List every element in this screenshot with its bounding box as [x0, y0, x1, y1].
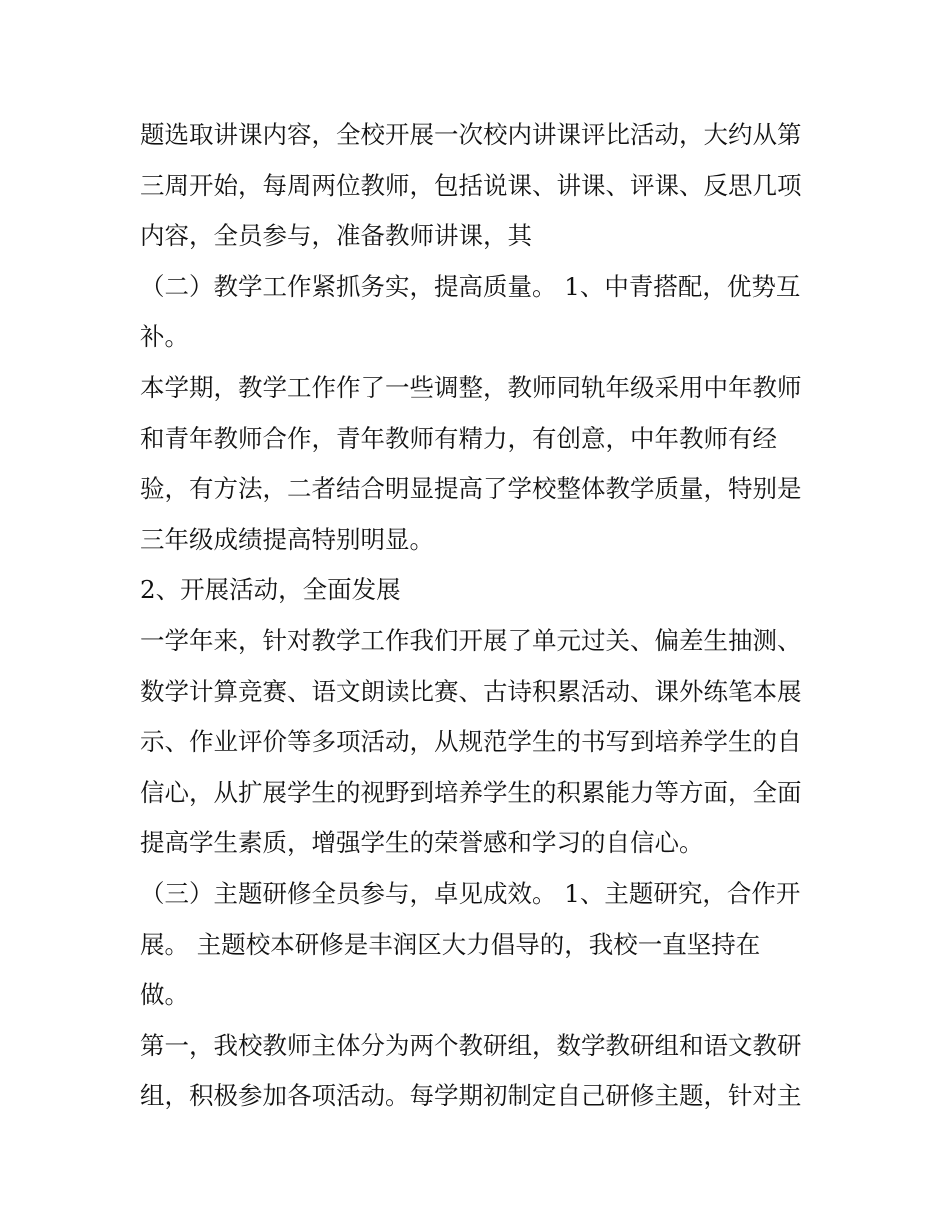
- text-line: 提高学生素质，增强学生的荣誉感和学习的自信心。: [140, 828, 704, 858]
- text-line: 示、作业评价等多项活动，从规范学生的书写到培养学生的自: [140, 727, 802, 757]
- text-line: 一学年来，针对教学工作我们开展了单元过关、偏差生抽测、: [140, 625, 802, 655]
- text-line: 展。 主题校本研修是丰润区大力倡导的，我校一直坚持在: [140, 929, 761, 959]
- text-line: 组，积极参加各项活动。每学期初制定自己研修主题，针对主: [140, 1081, 802, 1111]
- text-line: 题选取讲课内容，全校开展一次校内讲课评比活动，大约从第: [140, 120, 802, 149]
- text-line: 内容，全员参与，准备教师讲课，其: [140, 221, 532, 251]
- text-line: 本学期，教学工作作了一些调整，教师同轨年级采用中年教师: [140, 372, 802, 402]
- section-heading-line: （三）主题研修全员参与，卓见成效。 1、主题研究，合作开: [140, 878, 801, 908]
- subheading-line: 2、开展活动，全面发展: [140, 575, 401, 605]
- text-line: 和青年教师合作，青年教师有精力，有创意，中年教师有经: [140, 423, 777, 453]
- text-line: 验，有方法，二者结合明显提高了学校整体教学质量，特别是: [140, 474, 802, 504]
- document-body: [140, 110, 820, 1122]
- text-line: 做。: [140, 980, 189, 1010]
- text-line: 三年级成绩提高特别明显。: [140, 524, 434, 554]
- text-line: 第一，我校教师主体分为两个教研组，数学教研组和语文教研: [140, 1030, 802, 1060]
- text-line: 补。: [140, 322, 189, 352]
- text-line: 三周开始，每周两位教师，包括说课、讲课、评课、反思几项: [140, 170, 802, 200]
- text-line: 数学计算竞赛、语文朗读比赛、古诗积累活动、课外练笔本展: [140, 676, 802, 706]
- text-line: 信心，从扩展学生的视野到培养学生的积累能力等方面，全面: [140, 777, 802, 807]
- section-heading-line: （二）教学工作紧抓务实，提高质量。 1、中青搭配，优势互: [140, 271, 801, 301]
